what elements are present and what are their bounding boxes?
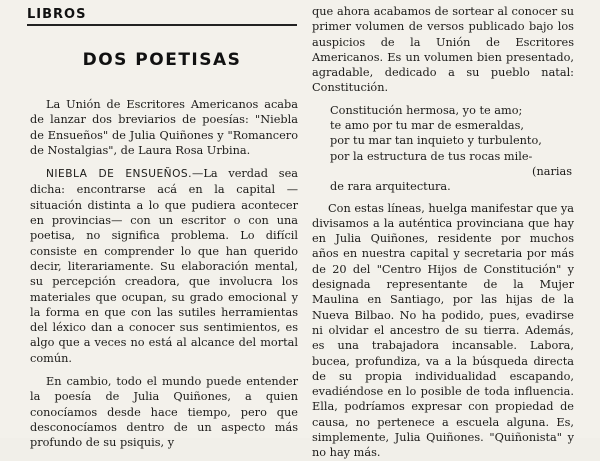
left-column <box>30 97 298 450</box>
intro-paragraph: La Unión de Escritores Americanos acaba de lanzar dos breviarios de poesías: "Niebla de Ensueños" de Julia Quiñones y "Romancero de Nostalgias", de Laura Rosa Urbina. <box>30 98 298 157</box>
right-column <box>312 4 574 460</box>
poem-quote <box>312 103 574 195</box>
poem-line: te amo por tu mar de esmeraldas, <box>330 119 525 133</box>
poem-line: Constitución hermosa, yo te amo; <box>330 103 523 117</box>
article-title: DOS POETISAS <box>82 50 242 70</box>
closing-paragraph: Con estas líneas, huelga manifestar que ya divisamos a la auténtica provinciana que hay en Julia Quiñones, residente por muchos años en nuestra capital y secretaria por más de 20 del "Centro Hijos de Constitución" y designada representante de la Mujer Maulina en Santiago, por las hijas de la Nueva Bilbao. No ha podido, pues, evadirse ni olvidar el ancestro de su tierra. Además, es una trabajadora incansable. Labora, bucea, profundiza, va a la búsqueda directa de su propia individualidad escapando, evadiéndose en lo posible de toda influencia. Ella, podríamos expresar con propiedad de causa, no pertenece a escuela alguna. Es, simplemente, Julia Quiñones. "Quiñonista" y no hay más. <box>312 201 574 460</box>
poem-line: de rara arquitectura. <box>330 180 451 194</box>
poem-line: por tu mar tan inquieto y turbulento, <box>330 134 542 148</box>
body-paragraph-1 <box>30 166 298 366</box>
poem-line-turnover: (narias <box>532 164 572 178</box>
poem-line: por la estructura de tus rocas mile- <box>330 149 533 163</box>
section-lead-in: NIEBLA DE ENSUEÑOS. <box>46 168 193 181</box>
section-rule <box>27 24 297 26</box>
section-label: LIBROS <box>27 7 87 22</box>
continued-paragraph: que ahora acabamos de sortear al conocer su primer volumen de versos publicado bajo los auspicios de la Unión de Escritores Americanos. Es un volumen bien presentado, agradable, dedicado a su pueblo natal: Constitución. <box>312 5 574 95</box>
body-paragraph-1-text: —La verdad sea dicha: encontrarse acá en la capital —situación distinta a lo que pudiera acontecer en provincias— con un escritor o con una poetisa, no significa problema. Lo difícil consiste en comprender lo que han querido decir, literariamente. Su elaboración mental, su percepción creadora, que involucra los materiales que ocupan, su grado emocional y la forma en que con las sutiles herramientas del léxico dan a conocer sus sentimientos, es algo que a veces no está al alcance del mortal común. <box>30 167 298 365</box>
body-paragraph-2: En cambio, todo el mundo puede entender la poesía de Julia Quiñones, a quien conocíamos desde hace tiempo, pero que desconocíamos dentro de un aspecto más profundo de su psiquis, y <box>30 375 298 450</box>
